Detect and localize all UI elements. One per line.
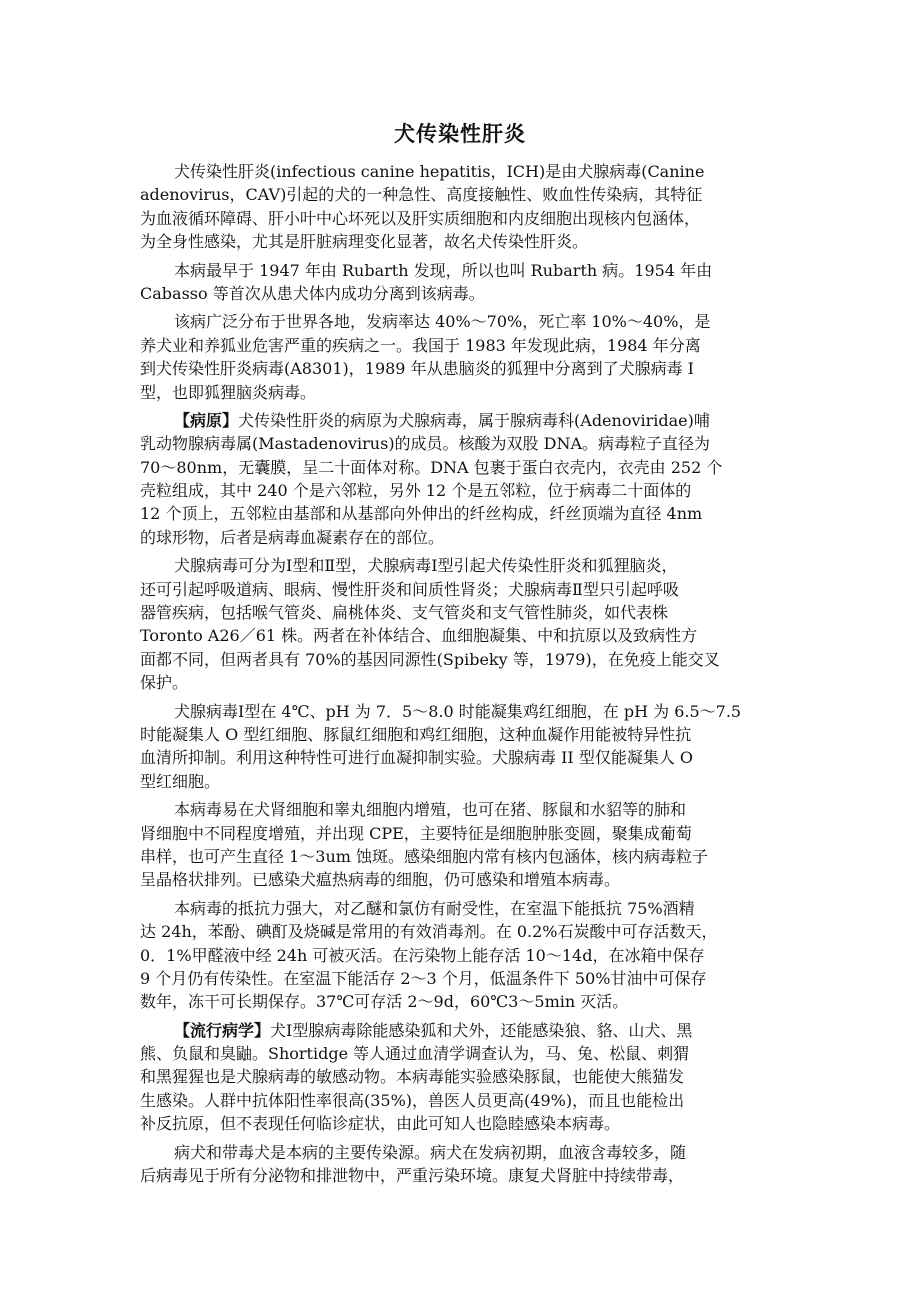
line-text: 型红细胞。 xyxy=(140,771,221,791)
paragraph-line xyxy=(140,357,780,380)
line-text: 数年，冻干可长期保存。37℃可存活 2～9d，60℃3～5min 灭活。 xyxy=(140,992,629,1012)
line-text: 器管疾病，包括喉气管炎、扁桃体炎、支气管炎和支气管性肺炎，如代表株 xyxy=(140,603,669,623)
line-text: 病犬和带毒犬是本病的主要传染源。病犬在发病初期，血液含毒较多，随 xyxy=(174,1142,687,1162)
paragraph-line xyxy=(140,1141,780,1164)
line-text: 熊、负鼠和臭鼬。Shortidge 等人通过血清学调查认为，马、兔、松鼠、刺猬 xyxy=(140,1044,690,1064)
line-text: 的球形物，后者是病毒血凝素存在的部位。 xyxy=(140,527,445,547)
paragraph-line xyxy=(140,456,780,479)
line-text: 本病毒易在犬肾细胞和睾丸细胞内增殖，也可在猪、豚鼠和水貂等的肺和 xyxy=(174,800,687,820)
paragraph-line xyxy=(140,868,780,891)
line-text: 0．1%甲醛液中经 24h 可被灭活。在污染物上能存活 10～14d，在冰箱中保存 xyxy=(140,945,705,965)
paragraph-line xyxy=(140,822,780,845)
section-heading: 【流行病学】 xyxy=(174,1020,271,1040)
paragraph xyxy=(140,798,780,892)
paragraph-line xyxy=(140,502,780,525)
paragraph-line xyxy=(140,259,780,282)
paragraph-line xyxy=(140,409,780,432)
line-text: 本病最早于 1947 年由 Rubarth 发现，所以也叫 Rubarth 病。1954 年由 xyxy=(174,260,713,280)
paragraph-line xyxy=(140,554,780,577)
paragraph-line xyxy=(140,207,780,230)
line-text: 时能凝集人 O 型红细胞、豚鼠红细胞和鸡红细胞，这种血凝作用能被特异性抗 xyxy=(140,724,692,744)
paragraph-line xyxy=(140,770,780,793)
line-text: 型，也即狐狸脑炎病毒。 xyxy=(140,382,317,402)
line-text: adenovirus，CAV)引起的犬的一种急性、高度接触性、败血性传染病，其特征 xyxy=(140,185,703,205)
line-text: 为血液循环障碍、肝小叶中心坏死以及肝实质细胞和内皮细胞出现核内包涵体， xyxy=(140,208,701,228)
line-text: 面都不同，但两者具有 70%的基因同源性(Spibeky 等，1979)，在免疫上能交叉 xyxy=(140,649,720,669)
line-text: 犬腺病毒Ⅰ型在 4℃、pH 为 7．5～8.0 时能凝集鸡红细胞，在 pH 为 6.5～7.5 xyxy=(174,701,742,721)
paragraph-line xyxy=(140,230,780,253)
paragraph-line xyxy=(140,624,780,647)
paragraph-line xyxy=(140,1112,780,1135)
line-text: 到犬传染性肝炎病毒(A8301)，1989 年从患脑炎的狐狸中分离到了犬腺病毒 I xyxy=(140,359,694,379)
paragraph-line xyxy=(140,526,780,549)
line-text: 呈晶格状排列。已感染犬瘟热病毒的细胞，仍可感染和增殖本病毒。 xyxy=(140,870,621,890)
line-text: 犬传染性肝炎(infectious canine hepatitis，ICH)是由犬腺病毒(Canine xyxy=(174,162,705,181)
paragraph-line xyxy=(140,1164,780,1187)
line-text: 犬腺病毒可分为Ⅰ型和Ⅱ型，犬腺病毒Ⅰ型引起犬传染性肝炎和狐狸脑炎， xyxy=(174,556,678,576)
paragraph-line xyxy=(140,723,780,746)
paragraph xyxy=(140,259,780,306)
paragraph-line xyxy=(140,990,780,1013)
paragraph-line xyxy=(140,282,780,305)
paragraph-line xyxy=(140,944,780,967)
paragraph xyxy=(140,700,780,794)
paragraph-line xyxy=(140,183,780,206)
paragraph-line xyxy=(140,1019,780,1042)
document-body xyxy=(140,160,780,1187)
line-text: 乳动物腺病毒属(Mastadenovirus)的成员。核酸为双股 DNA。病毒粒子直径为 xyxy=(140,434,711,454)
paragraph xyxy=(140,409,780,549)
line-text: 肾细胞中不同程度增殖，并出现 CPE，主要特征是细胞肿胀变圆，聚集成葡萄 xyxy=(140,823,692,843)
paragraph-line xyxy=(140,798,780,821)
paragraph-line xyxy=(140,746,780,769)
paragraph-line xyxy=(140,845,780,868)
paragraph-line xyxy=(140,897,780,920)
paragraph-line xyxy=(140,432,780,455)
line-text: 血清所抑制。利用这种特性可进行血凝抑制实验。犬腺病毒 II 型仅能凝集人 O xyxy=(140,748,694,768)
paragraph-line xyxy=(140,1042,780,1065)
line-text: 9 个月仍有传染性。在室温下能活存 2～3 个月，低温条件下 50%甘油中可保存 xyxy=(140,968,707,988)
paragraph xyxy=(140,1141,780,1188)
line-text: 后病毒见于所有分泌物和排泄物中，严重污染环境。康复犬肾脏中持续带毒， xyxy=(140,1166,685,1186)
paragraph xyxy=(140,554,780,694)
paragraph-line xyxy=(140,310,780,333)
paragraph xyxy=(140,160,780,254)
line-text: 壳粒组成，其中 240 个是六邻粒，另外 12 个是五邻粒，位于病毒二十面体的 xyxy=(140,481,692,501)
line-text: 该病广泛分布于世界各地，发病率达 40%～70%，死亡率 10%～40%，是 xyxy=(174,312,711,332)
paragraph-line xyxy=(140,967,780,990)
line-text: 达 24h，苯酚、碘酊及烧碱是常用的有效消毒剂。在 0.2%石炭酸中可存活数天， xyxy=(140,922,718,942)
line-text: 12 个顶上，五邻粒由基部和从基部向外伸出的纤丝构成，纤丝顶端为直径 4nm xyxy=(140,504,703,524)
line-text: 保护。 xyxy=(140,673,189,693)
paragraph xyxy=(140,1019,780,1136)
paragraph-line xyxy=(140,334,780,357)
paragraph-line xyxy=(140,648,780,671)
paragraph-line xyxy=(140,1089,780,1112)
line-text: 犬Ⅰ型腺病毒除能感染狐和犬外，还能感染狼、貉、山犬、黑 xyxy=(270,1020,693,1040)
line-text: Cabasso 等首次从患犬体内成功分离到该病毒。 xyxy=(140,283,485,303)
section-heading: 【病原】 xyxy=(174,410,239,430)
paragraph xyxy=(140,310,780,404)
line-text: 为全身性感染，尤其是肝脏病理变化显著，故名犬传染性肝炎。 xyxy=(140,232,589,252)
paragraph-line xyxy=(140,601,780,624)
paragraph-line xyxy=(140,479,780,502)
paragraph-line xyxy=(140,578,780,601)
paragraph-line xyxy=(140,671,780,694)
document-title: 犬传染性肝炎 xyxy=(394,122,526,146)
line-text: 犬传染性肝炎的病原为犬腺病毒，属于腺病毒科(Adenoviridae)哺 xyxy=(238,410,710,430)
line-text: 70～80nm，无囊膜，呈二十面体对称。DNA 包裹于蛋白衣壳内，衣壳由 252 个 xyxy=(140,457,723,477)
paragraph-line xyxy=(140,1065,780,1088)
line-text: 本病毒的抵抗力强大，对乙醚和氯仿有耐受性，在室温下能抵抗 75%酒精 xyxy=(174,898,695,918)
paragraph-line xyxy=(140,160,780,183)
line-text: Toronto A26／61 株。两者在补体结合、血细胞凝集、中和抗原以及致病性方 xyxy=(140,626,698,646)
line-text: 串样，也可产生直径 1～3um 蚀斑。感染细胞内常有核内包涵体，核内病毒粒子 xyxy=(140,846,709,866)
line-text: 和黑猩猩也是犬腺病毒的敏感动物。本病毒能实验感染豚鼠，也能使大熊猫发 xyxy=(140,1067,685,1087)
line-text: 补反抗原，但不表现任何临诊症状，由此可知人也隐睦感染本病毒。 xyxy=(140,1114,621,1134)
line-text: 还可引起呼吸道病、眼病、慢性肝炎和间质性肾炎；犬腺病毒Ⅱ型只引起呼吸 xyxy=(140,579,679,599)
paragraph-line xyxy=(140,920,780,943)
paragraph-line xyxy=(140,381,780,404)
line-text: 养犬业和养狐业危害严重的疾病之一。我国于 1983 年发现此病，1984 年分离 xyxy=(140,335,701,355)
line-text: 生感染。人群中抗体阳性率很高(35%)，兽医人员更高(49%)，而且也能检出 xyxy=(140,1090,685,1110)
paragraph xyxy=(140,897,780,1014)
paragraph-line xyxy=(140,700,780,723)
